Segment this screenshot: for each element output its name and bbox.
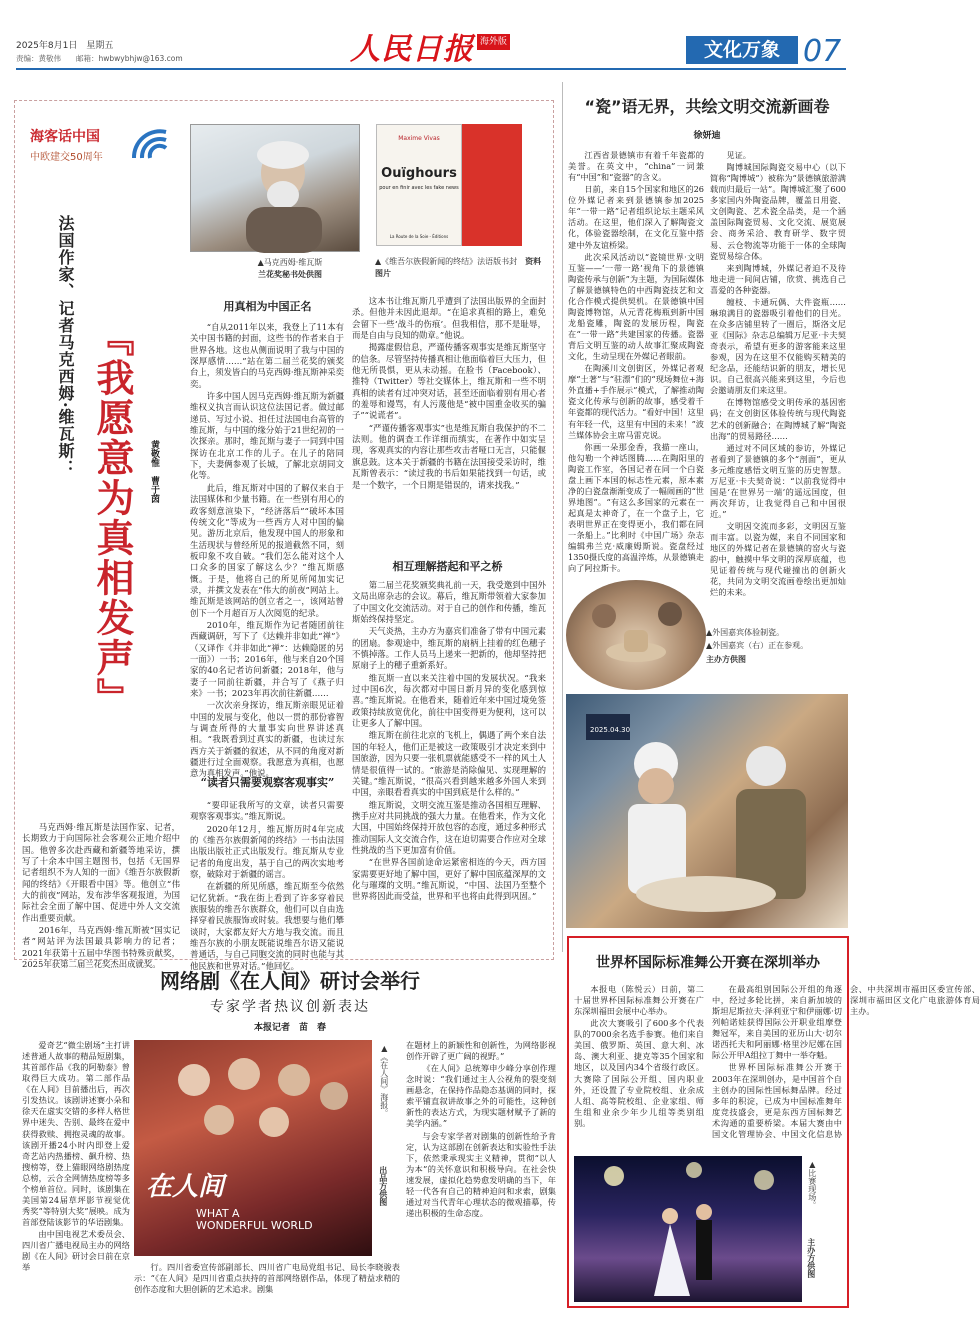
- kicker: 法国作家、记者马克西姆·维瓦斯：: [56, 215, 75, 477]
- paragraph: 文明因交流而多彩，文明因互鉴而丰富。以瓷为媒，来自不同国家和地区的外媒记者在景德镇的窑火与瓷韵中，触摸中华文明的深厚底蕴，也见证着传统与现代碰撞出的创新火花，共同为文明交流画卷绘出更加灿烂的未来。: [710, 521, 846, 598]
- poster-title: 在人间: [146, 1172, 225, 1202]
- paragraph: 缠枝、卡通玩偶、大件瓷瓶……琳琅满目的瓷器吸引着他们的目光。在众多店铺里转了一圈后，斯洛文尼亚《国际》杂志总编辑万尼亚·卡夫契奇表示，希望有更多的游客能来这里参观，因为在这里不仅能购买精美的纪念品，还能结识新的朋友，增长见识。自己很高兴能来到这里，今后也会邀请朋友们来这里。: [710, 296, 846, 396]
- dance-photo: [574, 1156, 802, 1302]
- drama-subhead: 专家学者热议创新表达: [210, 999, 370, 1015]
- dance-headline: 世界杯国际标准舞公开赛在深圳举办: [596, 955, 820, 971]
- byline-author-1: 黄敬惟: [149, 440, 159, 467]
- poster-credit: 出品方供图: [378, 1166, 389, 1206]
- column-badge-subtitle: 中欧建交50周年: [30, 151, 103, 163]
- porcelain-byline: 徐妍迪: [693, 131, 721, 141]
- globe-arcs-icon: [130, 128, 170, 162]
- masthead-logo: [350, 30, 530, 68]
- dance-body: [574, 984, 980, 1150]
- photo-sign-text: 2025.04.30: [590, 726, 631, 734]
- intro-text: [22, 822, 180, 970]
- feature-column-1: [190, 322, 344, 779]
- book-caption: ▲《维吾尔族假新闻的终结》法语版书封: [375, 257, 518, 266]
- paragraph: 你画一朵那金香，我描一座山，他勾勒一个神话图腾……在陶阳里的陶瓷工作室，各国记者在同一个白瓷盘上画下本国的标志性元素，原本素净的白瓷盘渐渐变成了一幅闹画的“世界地图”。“有这么多国家的元素在一起真是太神奇了，在一个盘子上，它表明世界正在变得更小，我们都在同一条船上。”比利时《中国广场》杂志编辑弗兰克·威廉姆斯说。瓷盘经过1350摄氏度的高温淬炼，从景德镇走向了阿拉斯卡。: [568, 441, 704, 574]
- column-badge: [30, 128, 180, 172]
- paragraph: 许多中国人因马克西姆·维瓦斯为新疆维权义执言而认识这位法国记者。做过邮递员、写过小说、担任过法国电台高管的维瓦斯，与中国的缘分始于21世纪初的一次探亲。那时，维瓦斯与妻子一同到中国探访在北京工作的儿子。在儿子的陪同下，夫妻俩参观了长城，了解北京胡同文化等。: [190, 391, 344, 481]
- paragraph: 在题材上的新颖性和创新性，为网络影视创作开辟了更广阔的视野。”: [406, 1040, 556, 1062]
- book-title: Ouïghours: [381, 166, 457, 182]
- portrait-credit: 兰花奖秘书处供图: [258, 268, 322, 279]
- paragraph: 陶博城国际陶瓷交易中心（以下简称“陶博城”）被称为“景德镇旅游满载而归最后一站”。陶博城汇聚了600多家国内外陶瓷品牌，覆盖日用瓷、文创陶瓷、艺术瓷全品类，是一个涵盖国际陶瓷贸易、文化交流、展览展会、商务采洽、教育研学、数字贸易、云仓物流等功能于一体的全球陶瓷贸易综合体。: [710, 162, 846, 261]
- issue-date: 2025年8月1日 星期五: [16, 41, 114, 51]
- paragraph: 在陶溪川文创街区，外媒记者观摩“土著”与“驻漂”们的“现场舞位+海外直播+手作展示”模式，了解推动陶瓷文化传承与创新的故事，感受着千年瓷都的现代活力。“看好中国！这里有年轻一代，这里有中国的未来！”波兰媒体协会主席马雷克说。: [568, 363, 704, 440]
- dance-credit: 主办方供图: [806, 1238, 817, 1278]
- drama-byline: 本报记者 苗 春: [253, 1023, 326, 1033]
- paragraph: “在世界各国前途命运紧密相连的今天，西方国家需要更好地了解中国，更好了解中国底蕴深厚的文化与璀璨的文明。”维瓦斯说，“中国、法国乃至整个世界将因此而受益，世界和平也将由此得到巩固。”: [352, 857, 546, 902]
- visitors-scene-icon: [566, 694, 848, 928]
- drama-column-1: [22, 1040, 130, 1310]
- section-tab: 文化万象: [686, 36, 798, 64]
- paragraph: “要印证我所写的文章，读者只需要观察客观事实。”维瓦斯说。: [190, 800, 344, 822]
- visitors-photo: [566, 694, 848, 928]
- drama-column-2: [134, 1262, 400, 1310]
- porcelain-column-2: [710, 150, 846, 598]
- feature-column-1b: [190, 800, 344, 971]
- porcelain-headline: “瓷”语无界，共绘文明交流新画卷: [584, 97, 830, 116]
- pottery-photo: [566, 580, 706, 690]
- paragraph: 在博物馆感受文明传承的基因密码；在文创街区体验传统与现代陶瓷艺术的创新融合；在陶博城了解“陶瓷出海”的贸易路径……: [710, 397, 846, 441]
- porcelain-photo-credit: 主办方供图: [706, 653, 746, 664]
- paragraph: “自从2011年以来，我登上了11本有关中国书籍的封面，这些书的作者来自于世界各地。这也从侧面说明了我与中国的深厚感情……”站在第二届兰花奖的颁奖台上，须发皆白的马克西姆·维瓦斯神采奕奕。: [190, 322, 344, 389]
- book-subtitle: pour en finir avec les fake news: [379, 184, 459, 191]
- paragraph: 在新疆的所见所感，维瓦斯至今依然记忆犹新。“我在街上看到了许多穿着民族服装的维吾尔族群众，他们可以自由选择穿着民族服饰或时装。我想要与他们攀谈时，大家都友好大方地与我交流。而且维吾尔族的小朋友既能说维吾尔语又能说普通话，与自己同胞交流的同时也能与其他民族和世界对话。”他回忆。: [190, 881, 344, 971]
- masthead-title: 人民日报: [350, 32, 474, 67]
- paragraph: 与会专家学者对剧集的创新性给予肯定，认为这部剧在创新表达和实验性手法下，依然秉承现实主义精神，贯彻“以人为本”的关怀意识和积极导向。在社会快速发展，虚拟化趋势愈发明确的当下，年轻一代各有自己的精神迫问和求索，剧集通过对当代青年心理状态的微观描摹，传递出积极的生命态度。: [406, 1130, 556, 1218]
- page-number: 07: [803, 34, 842, 69]
- paragraph: 2010年，维瓦斯作为记者随团前往西藏调研，写下了《达赖并非如此“禅”》（又译作《并非如此“禅”：达赖隐匿的另一面》）一书；2016年，他与来自20个国家的40名记者访问新疆；2018年，他与妻子一同前往新疆，并合写了《燕子归来》一书；2023年再次前往新疆……: [190, 619, 344, 698]
- headline: 『我愿意为真相发声』: [90, 318, 135, 718]
- paragraph: 由中国电视艺术委员会、四川省广播电视局主办的网络剧《在人间》研讨会日前在京举: [22, 1229, 130, 1273]
- dance-caption: ▲比赛现场。: [807, 1160, 817, 1209]
- man-silhouette-icon: [191, 125, 361, 253]
- book-publisher: La Route de la Soie - Éditions: [389, 233, 449, 239]
- paragraph: 天气炎热，主办方为嘉宾们准备了带有中国元素的团扇。参观途中，维瓦斯的扇柄上挂着的红色穗子不慎掉落。工作人员马上递来一把新的，他却坚持把原扇子上的穗子重新系好。: [352, 626, 546, 671]
- porcelain-column-1: [568, 150, 704, 574]
- paragraph: 这本书让维瓦斯几乎遭到了法国出版界的全面封杀。但他并未因此退却。“在追求真相的路上，难免会留下一些‘战斗的伤痕’。但我相信，那不是耻辱，而是自由与良知的勋章。”他说。: [352, 296, 546, 341]
- byline: [146, 440, 160, 503]
- feature-column-2b: [352, 580, 546, 956]
- paragraph: 世界杯国际标准舞公开赛于2003年在深圳创办，是中国首个自主创办的国际性国标舞品牌。经过多年的积淀，已成为中国标准舞年度竞技盛会，更是东西方国标舞艺术沟通的重要桥梁。本届大赛由中国文化管理协会、中国文化信息协会、中共深圳市福田区委宣传部、深圳市福田区文化广电旅游体育局主办。: [712, 984, 980, 1139]
- paragraph: 见证。: [726, 150, 751, 160]
- pottery-wheel-icon: [566, 580, 706, 690]
- book-cover: [376, 124, 462, 246]
- intro-paragraph: 2016年，马克西姆·维瓦斯被“国实记者”网站评为法国最具影响力的记者；2021年获第十五届中华图书特殊贡献奖，2025年获第二届兰花奖杰出成就奖。: [22, 925, 180, 970]
- paragraph: 第二届兰花奖颁奖典礼前一天，我受邀到中国外文局出席杂志的会议。幕后，维瓦斯带领着大家参加了中国文化交流活动。对于自己的创作和传播，维瓦斯始终保持坚定。: [352, 580, 546, 625]
- paragraph: 揭露虚假信息，严谨传播客观事实是维瓦斯坚守的信条。尽管坚持传播真相让他面临着巨大压力，但他无所畏惧，更从未动摇。在脸书（Facebook）、推特（Twitter）等社交媒体上，维瓦斯和一些不明真相的读者有过冲突对话，甚至还面临着别有用心者的羞辱和谩骂，有人污蔑他是“被中国重金收买的骗子”“说谎者”。: [352, 342, 546, 421]
- poster-caption: ▲《在人间》海报。: [379, 1044, 389, 1117]
- paragraph: 2020年12月，维瓦斯历时4年完成的《维吾尔族假新闻的终结》一书由法国出版出版社正式出版发行。维瓦斯从专业记者的角度出发，基于自己的两次实地考察，破除对于新疆的谣言。: [190, 823, 344, 880]
- dancers-icon: [574, 1156, 802, 1302]
- book-credit: 资料图片: [375, 256, 542, 278]
- intro-paragraph: 马克西姆·维瓦斯是法国作家、记者，长期致力于向国际社会客观公正地介绍中国。他曾多次赴西藏和新疆等地采访，撰写了十余本中国主题图书，包括《无国界记者组织不为人知的一面》《维吾尔族假新闻的终结》《开眼看中国》等。他创立“伟大的前夜”网站，发布涉华客观报道，为国际社会全面了解中国、促进中外人文交流作出重要贡献。: [22, 822, 180, 923]
- paragraph: “严谨传播客观事实”也是维瓦斯自我保护的不二法则。他的调查工作详细而缜实，在著作中如实呈现，客观真实的内容让那些攻击者哑口无言，只能偃旗息鼓。这本关于新疆的书籍在法国接受采访时，维瓦斯曾表示：“读过我的书后如果能找到一句话，或是一个数字，一个日期是错误的，请来找我。”: [352, 422, 546, 490]
- column-badge-title: 海客话中国: [30, 129, 100, 145]
- paragraph: 行。四川省委宣传部副部长、四川省广电局党组书记、局长李晓骏表示：“《在人间》是四川省重点扶持的首部网络剧作品，体现了精益求精的创作态度和大胆创新的艺术追求。剧集: [134, 1262, 400, 1295]
- paragraph: 爱奇艺“微尘剧场”主打讲述普通人故事的精品短剧集，其首部作品《我的阿勒泰》曾取得巨大成功。第二部作品《在人间》目前播出后，再次引发热议。该剧讲述赛小朵和徐天在虚实交错的多样人格世界中迷失、告别、最终在爱中获得救赎、拥抱灵魂的故事。该剧开播24小时内即登上爱奇艺站内热播榜、飙升榜、热搜榜等，登上猫眼网络剧热度总榜，云合全网情热度榜等多个榜单首位。同时，该剧集在美国第24届草坪影节视觉优秀奖”等特别大奖”展映。成为首部登陆该影节的华语剧集。: [22, 1040, 130, 1227]
- portrait-caption: ▲马克西姆·维瓦斯: [257, 258, 323, 267]
- paragraph: 维瓦斯说，文明交流互鉴是推动各国相互理解、携手应对共同挑战的强大力量。在他看来，作为文化大国，中国始终保持开放包容的态度，通过多种形式推动国际人文交流合作，这在迫切需要合作应对全球性挑战的当下更加富有价值。: [352, 799, 546, 855]
- paragraph: 通过对不同区域的参访，外媒记者看到了景德镇的多个“剖面”，更从多元维度感悟文明互鉴的历史智慧。万尼亚·卡夫契奇说：“以前我觉得中国是‘在世界另一端’的遥远国度，但两次拜访，让我觉得自己和中国很近。”: [710, 442, 846, 519]
- book-author: Maxime Vivas: [398, 135, 440, 142]
- subhead-3: 相互理解搭起和平之桥: [392, 560, 503, 573]
- paragraph: 本报电（陈悦云）日前，第二十届世界杯国际标准舞公开赛在广东深圳福田会展中心举办。: [574, 984, 704, 1017]
- subhead-1: 用真相为中国正名: [223, 300, 312, 313]
- poster-english-line-1: WHAT A: [196, 1207, 240, 1220]
- paragraph: 日前，来自15个国家和地区的26位外媒记者来到景德镇参加2025年“一带一路”记者组织论坛主题采风活动。在这里，他们深入了解陶瓷文化，体验瓷器绘制，在文化互鉴中搭建中外友谊桥梁。: [568, 184, 704, 250]
- feature-column-2: [352, 296, 546, 554]
- poster-english-line-2: WONDERFUL WORLD: [196, 1219, 313, 1233]
- pottery-caption: ▲外国嘉宾体验制瓷。: [706, 628, 785, 637]
- paragraph: 在最高组别国际公开组的角逐中，经过多轮比拼，来自新加坡的斯坦尼斯拉夫·泽利亚宁和伊丽娜·切列帕诺娃获得国际公开职业组摩登舞冠军，来自美国的亚历山大·切尔诺西托夫和阿丽娜·格里沙尼娜在国际公开甲A组拉丁舞中一举夺魁。: [712, 984, 842, 1061]
- paragraph: 一次次亲身探访，维瓦斯亲眼见证着中国的发展与变化，他以一贯的那份睿智与调查所得的大量事实向世界讲述真相。“我既看到过真实的新疆，也读过东西方关于新疆的叙述，从不同的角度对新疆进行过全面观察。我愿意为真相，也愿意为真相发声。”他说。: [190, 700, 344, 779]
- drama-poster: [134, 1040, 372, 1256]
- paragraph: 江西省景德镇市有着千年瓷都的美誉。在英文中，“china”一词兼有“中国”和“瓷器”的含义。: [568, 150, 704, 183]
- portrait-photo: [190, 124, 360, 252]
- paragraph: 《在人间》总统筹申少峰分享创作理念时说：“我们通过主人公视角的裂变刻画悬念，在保持作品隐态基调的同时，探索平铺直叙讲故事之外的可能性，这种创新性的表达方式，为现实题材赋予了新的美学内涵。”: [406, 1063, 556, 1129]
- paragraph: 来到陶博城，外媒记者迫不及待地走进一间间店铺，欣赏、挑选自己喜爱的各种瓷器。: [710, 262, 846, 295]
- paragraph: 此后，维瓦斯对中国的了解仅来自于法国媒体和少量书籍。在一些别有用心的政客刻意渲染下，“经济落后”“破坏本国传统文化”等成为一些西方人对中国的偏见。游历北京后，他发现中国人的形象和生活现状与曾经所见的报道截然不同，刻板印象不攻自破。“我们怎么能对这个人口众多的国家了解这么少？”维瓦斯感慨。于是，他将自己的所见所闻加实记录，并撰文发表在“伟大的前夜”网站上。维瓦斯是该网站的创立者之一，该网站曾创下一个月超百万人次阅览的纪录。: [190, 482, 344, 618]
- masthead-subtitle: 海外版: [477, 34, 510, 50]
- paragraph: 此次大赛吸引了600多个代表队的7000余名选手参赛。他们来自美国、俄罗斯、英国、意大利、冰岛、澳大利亚、捷克等35个国家和地区，以及国内34个省级行政区。大赛除了国际公开组、国内职业外，还设置了专业院校组、业余成人组、高等院校组、企业家组、师生组和业余少年少儿组等类别组别。: [574, 1018, 704, 1128]
- drama-headline: 网络剧《在人间》研讨会举行: [160, 969, 420, 993]
- visit-caption: ▲外国嘉宾（右）正在参观。: [706, 640, 809, 650]
- drama-column-3: [406, 1040, 556, 1310]
- paragraph: 此次采风活动以“瓷镜世界·文明互鉴——‘一带一路’视角下的景德镇陶瓷传承与创新”为主题，为国际媒体了解景德镇特色的中西陶瓷技艺和文化合作模式提供契机。在景德镇中国陶瓷博物馆，从元青花梅瓶到新中国龙船瓷雕，陶瓷的发展历程，陶瓷在“一带一路”共建国家的传播。瓷器背后文明互鉴的动人故事汇聚成陶瓷文化，生动呈现在外媒记者眼前。: [568, 251, 704, 362]
- poster-english-title: [196, 1208, 313, 1232]
- subhead-2: “读者只需要观察客观事实”: [200, 776, 335, 789]
- paragraph: 维瓦斯一直以来关注着中国的发展状况。“我来过中国6次，每次都对中国日新月异的变化感到惊喜。”维瓦斯说。在他看来，随着近年来中国过境免签政策持续放宽优化，前往中国变得更为便利，这可以让更多人了解中国。: [352, 672, 546, 729]
- editor-info: 责编：黄敬伟 邮箱：hwbwybhjw@163.com: [16, 54, 183, 64]
- byline-author-2: 曹于茵: [149, 476, 159, 503]
- paragraph: 维瓦斯在前往北京的飞机上，偶遇了两个来自法国的年轻人，他们正是被这一政策吸引才决定来到中国旅游，因为只要一张机票就能感受不一样的风土人情是很值得一试的。“旅游是消除偏见、实现理解的关键。”维瓦斯说，“很高兴看到越来越多外国人来到中国，亲眼看看真实的中国到底是什么样的。”: [352, 730, 546, 798]
